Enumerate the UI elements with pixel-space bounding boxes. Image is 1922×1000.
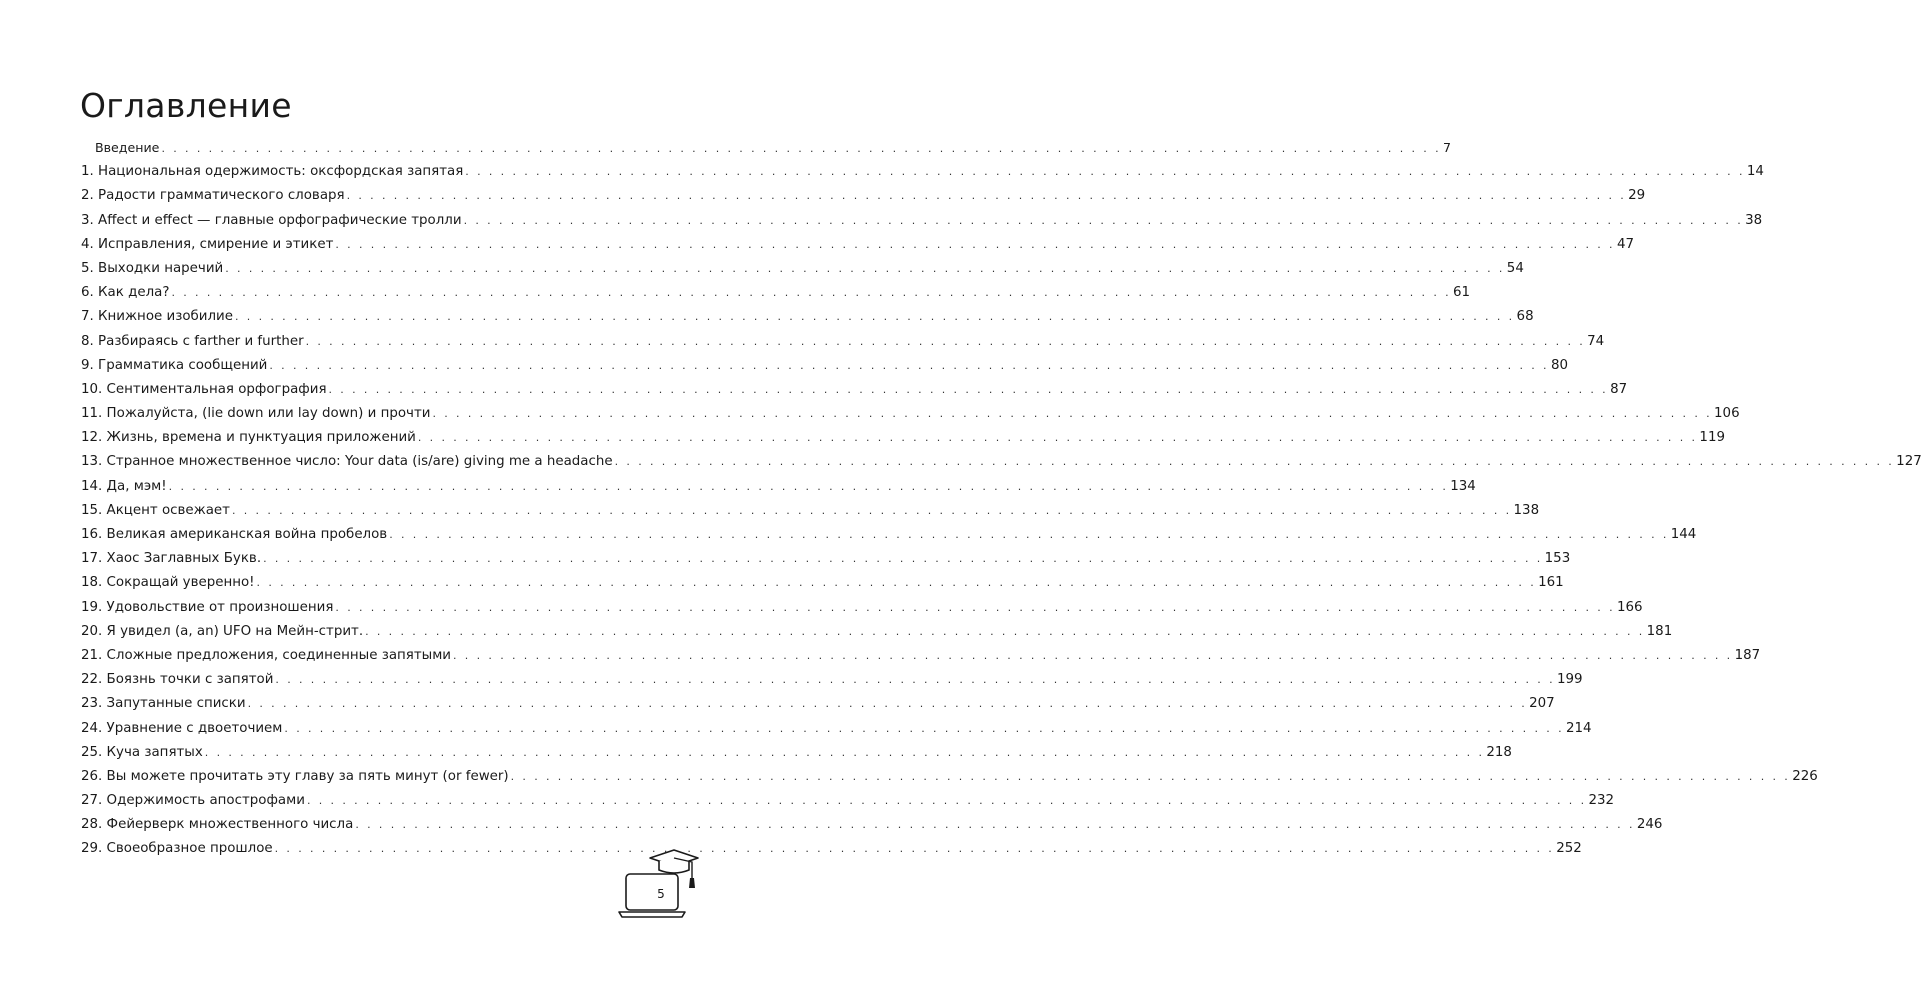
toc-entry-page: 138 [1513,502,1540,518]
toc-entry-page: 161 [1538,575,1564,591]
toc-entry [81,741,1512,765]
toc-entry [81,330,1605,354]
dot-leader [347,184,1627,208]
toc-entry-title: 25. Куча запятых [81,744,203,760]
toc-entry [81,305,1534,329]
toc-entry-title: 11. Пожалуйста, (lie down или lay down) и прочти [81,406,431,422]
dot-leader [269,354,1549,378]
dot-leader [225,257,1505,281]
dot-leader [169,475,1449,499]
toc-entry-page: 134 [1450,478,1476,494]
toc-entry [81,717,1592,741]
toc-entry-title: Введение [95,140,160,155]
toc-entry-page: 61 [1453,285,1471,301]
toc-entry-title: 29. Своеобразное прошлое [81,841,273,857]
toc-entry-title: 27. Одержимость апострофами [81,793,305,809]
dot-leader [235,305,1515,329]
toc-entry-page: 218 [1486,744,1512,760]
toc-entry [81,571,1564,595]
toc-entry-title: 24. Уравнение с двоеточием [81,720,283,736]
toc-entry-title: 8. Разбираясь с farther и further [81,333,304,349]
toc-entry-page: 127 [1896,454,1922,470]
toc-entry [81,789,1615,813]
dot-leader [205,741,1485,765]
toc-entry [81,160,1764,184]
toc-entry-title: 26. Вы можете прочитать эту главу за пять минут (or fewer) [81,768,509,784]
toc-entry-title: 14. Да, мэм! [81,478,167,494]
toc-entry-page: 14 [1746,164,1764,180]
toc-entry [81,184,1646,208]
toc-entry [81,692,1555,716]
toc-entry-title: 10. Сентиментальная орфография [81,381,327,397]
toc-entry-page: 214 [1565,720,1592,736]
dot-leader [329,378,1609,402]
toc-entry [81,257,1524,281]
toc-entry-page: 106 [1714,406,1740,422]
toc-entry-page: 153 [1544,551,1571,567]
toc-entry-title: 13. Странное множественное число: Your data (is/are) giving me a headache [81,454,613,470]
dot-leader [432,402,1712,426]
toc-entry-page: 199 [1556,672,1583,688]
toc-entry-page: 181 [1646,623,1673,639]
dot-leader [232,499,1512,523]
toc-entry [81,837,1582,861]
toc-entry-page: 80 [1550,357,1568,373]
dot-leader [171,281,1451,305]
dot-leader [464,209,1744,233]
toc-entry-title: 4. Исправления, смирение и этикет [81,236,334,252]
toc-entry [81,402,1740,426]
toc-entry [81,378,1628,402]
toc-entry-title: 12. Жизнь, времена и пунктуация приложений [81,430,416,446]
toc-entry-page: 74 [1587,333,1605,349]
toc-entry-page: 119 [1699,430,1725,446]
toc-entry [81,281,1471,305]
dot-leader [275,837,1555,861]
toc-entry-page: 47 [1616,236,1634,252]
dot-leader [335,233,1615,257]
dot-leader [389,523,1669,547]
toc-entry-page: 207 [1529,696,1555,712]
toc-entry-title: 23. Запутанные списки [81,696,246,712]
toc-entry-title: 16. Великая американская война пробелов [81,527,388,542]
toc-entry [81,233,1634,257]
toc-entry [81,620,1673,644]
toc-entry [81,547,1571,571]
toc-entry [81,813,1663,837]
toc-entry [81,523,1697,547]
dot-leader [257,571,1537,595]
dot-leader [263,547,1543,571]
toc-entry-page: 252 [1556,841,1582,857]
dot-leader [275,668,1555,692]
toc-entry-title: 28. Фейерверк множественного числа [81,817,354,833]
toc-entry-page: 226 [1792,768,1818,784]
toc-entry-page: 87 [1610,381,1628,397]
dot-leader [418,426,1698,450]
toc-entry-page: 232 [1588,793,1615,809]
toc-entry-title: 3. Affect и effect — главные орфографические тролли [81,212,462,228]
toc-entry-page: 29 [1628,188,1646,204]
toc-entry-title: 21. Сложные предложения, соединенные запятыми [81,647,452,663]
toc-entry-page: 38 [1745,212,1763,228]
dot-leader [511,765,1791,789]
toc-entry-page: 246 [1636,817,1663,833]
dot-leader [307,789,1587,813]
dot-leader [365,620,1645,644]
toc-entry-title: 5. Выходки наречий [81,260,224,276]
toc-entry-page: 68 [1516,309,1534,325]
toc-entry [81,354,1568,378]
toc-entry-title: 17. Хаос Заглавных Букв. [81,551,262,567]
toc-entry [81,450,1922,474]
dot-leader [248,692,1528,716]
toc-entry-title: 22. Боязнь точки с запятой [81,672,274,688]
dot-leader [615,450,1895,474]
toc-entry [81,136,1452,160]
toc-entry-page: 54 [1506,260,1524,276]
toc-entry-title: 20. Я увидел (a, an) UFO на Мейн-стрит. [81,623,364,639]
toc-entry-title: 9. Грамматика сообщений [81,357,268,373]
toc-entry [81,596,1643,620]
toc-entry-page: 144 [1670,527,1697,542]
laptop-graduation-cap-icon [618,848,700,920]
toc-entry-title: 19. Удовольствие от произношения [81,599,334,615]
dot-leader [453,644,1733,668]
table-of-contents [81,136,1922,862]
dot-leader [465,160,1745,184]
toc-entry-page: 187 [1734,647,1761,663]
dot-leader [161,137,1441,161]
toc-entry [81,765,1818,789]
toc-entry [81,209,1763,233]
toc-entry [81,475,1476,499]
toc-entry-title: 1. Национальная одержимость: оксфордская запятая [81,164,464,180]
dot-leader [284,717,1564,741]
toc-entry-title: 2. Радости грамматического словаря [81,188,345,204]
toc-entry-title: 15. Акцент освежает [81,502,230,518]
page-number: 5 [657,887,665,901]
toc-entry [81,426,1725,450]
toc-entry [81,644,1761,668]
toc-entry-page: 7 [1443,140,1452,155]
toc-entry-title: 6. Как дела? [81,285,170,301]
dot-leader [306,330,1586,354]
toc-entry [81,499,1540,523]
dot-leader [335,596,1615,620]
toc-entry-title: 18. Сокращай уверенно! [81,575,255,591]
page-title: Оглавление [80,86,292,125]
toc-entry-title: 7. Книжное изобилие [81,309,233,325]
toc-entry-page: 166 [1616,599,1643,615]
dot-leader [355,813,1635,837]
toc-entry [81,668,1583,692]
